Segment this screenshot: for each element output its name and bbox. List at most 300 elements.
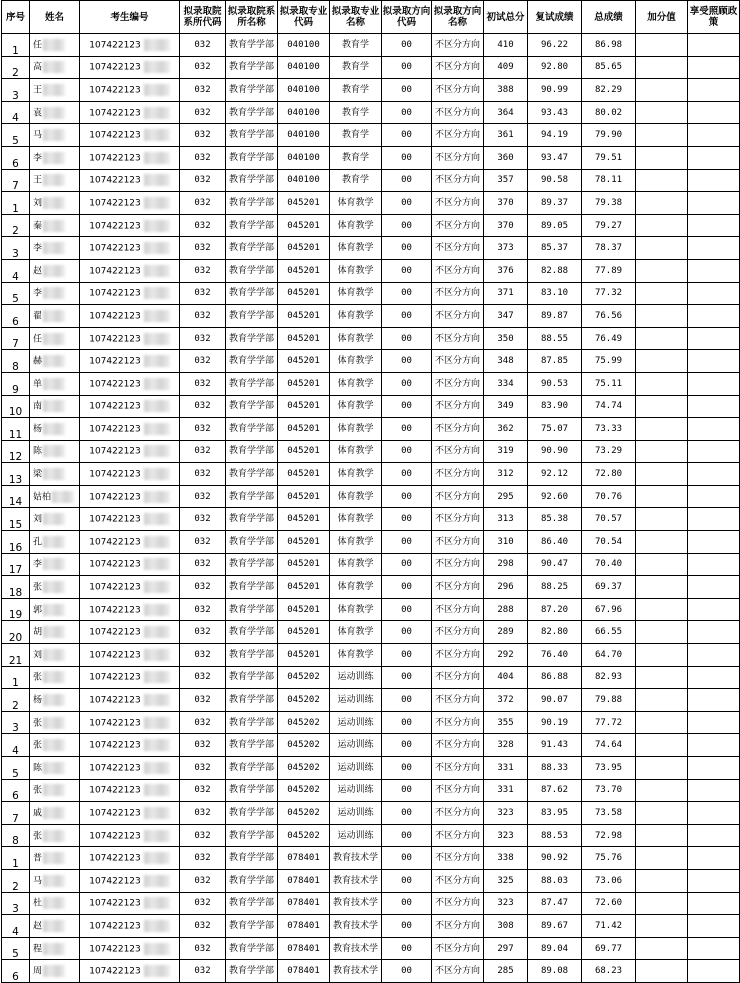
- seq-cell-text: 1: [12, 677, 19, 690]
- table-row: [2, 689, 740, 712]
- seq-cell: [2, 56, 30, 79]
- major-name-cell: [330, 757, 382, 780]
- table-row: [2, 802, 740, 825]
- seq-cell-text: 3: [12, 89, 19, 102]
- table-row: [2, 757, 740, 780]
- direction-code-cell: [382, 598, 432, 621]
- table-row: [2, 824, 740, 847]
- retest-score-cell: [528, 757, 582, 780]
- dept-code-cell: [180, 395, 226, 418]
- dept-code-cell: [180, 598, 226, 621]
- direction-code-cell: [382, 395, 432, 418]
- dept-name-cell-text: 教育学学部: [228, 649, 274, 660]
- retest-score-cell-text: 94.19: [540, 130, 569, 141]
- name-cell-text: 高: [33, 62, 43, 73]
- direction-name-cell-text: 不区分方向: [434, 695, 480, 706]
- redaction-mosaic: [144, 445, 170, 457]
- prelim-score-cell-text: 349: [497, 401, 514, 412]
- exam-id-cell-text: 107422123: [89, 40, 141, 51]
- dept-code-cell-text: 032: [194, 423, 211, 434]
- retest-score-cell: [528, 508, 582, 531]
- name-cell: [30, 79, 80, 102]
- prelim-score-cell-text: 409: [497, 62, 514, 73]
- exam-id-cell: [80, 734, 180, 757]
- seq-cell-text: 13: [8, 473, 23, 486]
- direction-name-cell: [432, 34, 484, 57]
- dept-name-cell: [226, 644, 278, 667]
- direction-code-cell: [382, 305, 432, 328]
- major-code-cell-text: 045201: [287, 220, 320, 231]
- exam-id-cell-text: 107422123: [89, 808, 141, 819]
- retest-score-cell: [528, 214, 582, 237]
- major-name-cell: [330, 531, 382, 554]
- direction-code-cell: [382, 553, 432, 576]
- dept-name-cell: [226, 892, 278, 915]
- prelim-score-cell: [484, 56, 528, 79]
- bonus-cell: [636, 711, 688, 734]
- direction-code-cell-text: 00: [401, 559, 412, 570]
- dept-name-cell-text: 教育学学部: [228, 333, 274, 344]
- prelim-score-cell-text: 323: [497, 830, 514, 841]
- seq-cell-text: 8: [12, 360, 19, 373]
- total-score-cell: [582, 327, 636, 350]
- redaction-mosaic: [43, 920, 65, 932]
- retest-score-cell-text: 92.12: [540, 469, 569, 480]
- prelim-score-cell-text: 370: [497, 220, 514, 231]
- redaction-mosaic: [144, 649, 170, 661]
- direction-name-cell: [432, 214, 484, 237]
- bonus-cell: [636, 847, 688, 870]
- exam-id-cell-text: 107422123: [89, 559, 141, 570]
- prelim-score-cell: [484, 553, 528, 576]
- name-cell: [30, 214, 80, 237]
- total-score-cell: [582, 757, 636, 780]
- bonus-cell: [636, 214, 688, 237]
- name-cell-text: 翟: [33, 311, 43, 322]
- major-code-cell-text: 045201: [287, 310, 320, 321]
- redaction-mosaic: [144, 897, 170, 909]
- redaction-mosaic: [43, 875, 65, 887]
- major-code-cell: [278, 892, 330, 915]
- dept-name-cell-text: 教育学学部: [228, 672, 274, 683]
- direction-name-cell: [432, 847, 484, 870]
- direction-code-cell-text: 00: [401, 220, 412, 231]
- direction-name-cell: [432, 621, 484, 644]
- direction-code-cell-text: 00: [401, 920, 412, 931]
- major-code-cell: [278, 711, 330, 734]
- major-name-cell-text: 体育教学: [337, 423, 374, 434]
- name-cell-text: 陈: [33, 763, 43, 774]
- dept-code-cell-text: 032: [194, 943, 211, 954]
- direction-name-cell: [432, 802, 484, 825]
- prelim-score-cell: [484, 440, 528, 463]
- major-name-cell: [330, 146, 382, 169]
- exam-id-cell: [80, 576, 180, 599]
- major-name-cell: [330, 305, 382, 328]
- policy-cell: [688, 779, 740, 802]
- prelim-score-cell-text: 355: [497, 717, 514, 728]
- retest-score-cell-text: 83.10: [540, 288, 569, 299]
- total-score-cell-text: 77.72: [594, 717, 623, 728]
- prelim-score-cell-text: 404: [497, 672, 514, 683]
- redaction-mosaic: [144, 784, 170, 796]
- dept-code-cell-text: 032: [194, 130, 211, 141]
- name-cell: [30, 734, 80, 757]
- major-code-cell: [278, 689, 330, 712]
- prelim-score-cell-text: 323: [497, 898, 514, 909]
- dept-code-cell: [180, 56, 226, 79]
- policy-cell: [688, 169, 740, 192]
- direction-code-cell: [382, 915, 432, 938]
- name-cell: [30, 350, 80, 373]
- major-code-cell: [278, 34, 330, 57]
- bonus-cell: [636, 124, 688, 147]
- name-cell: [30, 847, 80, 870]
- major-code-cell-text: 045202: [287, 740, 320, 751]
- direction-code-cell: [382, 937, 432, 960]
- direction-name-cell-text: 不区分方向: [434, 875, 480, 886]
- major-name-cell-text: 教育学: [341, 152, 369, 163]
- name-cell-text: 张: [33, 740, 43, 751]
- name-cell: [30, 440, 80, 463]
- major-name-cell-text: 体育教学: [337, 446, 374, 457]
- name-cell: [30, 576, 80, 599]
- exam-id-cell-text: 107422123: [89, 831, 141, 842]
- major-code-cell-text: 045201: [287, 423, 320, 434]
- major-name-cell: [330, 463, 382, 486]
- seq-cell: [2, 305, 30, 328]
- exam-id-cell-text: 107422123: [89, 153, 141, 164]
- prelim-score-cell-text: 370: [497, 197, 514, 208]
- total-score-cell-text: 75.76: [594, 853, 623, 864]
- direction-name-cell-text: 不区分方向: [434, 943, 480, 954]
- direction-name-cell: [432, 757, 484, 780]
- prelim-score-cell: [484, 124, 528, 147]
- retest-score-cell: [528, 56, 582, 79]
- dept-code-cell: [180, 34, 226, 57]
- name-cell-text: 刘: [33, 198, 43, 209]
- name-cell: [30, 395, 80, 418]
- name-cell-text: 南: [33, 401, 43, 412]
- major-name-cell: [330, 124, 382, 147]
- total-score-cell: [582, 779, 636, 802]
- table-row: [2, 485, 740, 508]
- exam-id-cell-text: 107422123: [89, 379, 141, 390]
- total-score-cell: [582, 869, 636, 892]
- direction-code-cell: [382, 779, 432, 802]
- dept-name-cell-text: 教育学学部: [228, 62, 274, 73]
- major-code-cell-text: 045202: [287, 762, 320, 773]
- total-score-cell-text: 79.27: [594, 220, 623, 231]
- major-code-cell: [278, 553, 330, 576]
- exam-id-cell: [80, 350, 180, 373]
- major-code-cell: [278, 79, 330, 102]
- table-row: [2, 169, 740, 192]
- exam-id-cell-text: 107422123: [89, 85, 141, 96]
- direction-name-cell-text: 不区分方向: [434, 288, 480, 299]
- dept-name-cell: [226, 757, 278, 780]
- redaction-mosaic: [43, 852, 65, 864]
- exam-id-cell: [80, 892, 180, 915]
- dept-name-cell: [226, 621, 278, 644]
- exam-id-cell-text: 107422123: [89, 469, 141, 480]
- redaction-mosaic: [144, 581, 170, 593]
- dept-name-cell: [226, 79, 278, 102]
- table-row: [2, 282, 740, 305]
- major-name-cell: [330, 689, 382, 712]
- retest-score-cell: [528, 531, 582, 554]
- major-code-cell: [278, 259, 330, 282]
- major-code-cell-text: 045201: [287, 378, 320, 389]
- major-code-cell: [278, 734, 330, 757]
- major-name-cell: [330, 169, 382, 192]
- direction-code-cell-text: 00: [401, 898, 412, 909]
- direction-code-cell-text: 00: [401, 39, 412, 50]
- major-name-cell-text: 体育教学: [337, 288, 374, 299]
- direction-name-cell-text: 不区分方向: [434, 807, 480, 818]
- seq-cell-text: 7: [12, 338, 19, 351]
- major-code-cell: [278, 395, 330, 418]
- redaction-mosaic: [144, 558, 170, 570]
- name-cell: [30, 869, 80, 892]
- direction-code-cell-text: 00: [401, 423, 412, 434]
- name-cell: [30, 508, 80, 531]
- seq-cell: [2, 124, 30, 147]
- major-code-cell: [278, 124, 330, 147]
- prelim-score-cell-text: 319: [497, 446, 514, 457]
- prelim-score-cell: [484, 779, 528, 802]
- policy-cell: [688, 711, 740, 734]
- total-score-cell: [582, 553, 636, 576]
- redaction-mosaic: [144, 107, 170, 119]
- prelim-score-cell-text: 331: [497, 785, 514, 796]
- bonus-cell: [636, 960, 688, 983]
- direction-name-cell: [432, 576, 484, 599]
- dept-name-cell-text: 教育学学部: [228, 807, 274, 818]
- bonus-cell: [636, 101, 688, 124]
- table-row: [2, 214, 740, 237]
- direction-name-cell: [432, 666, 484, 689]
- retest-score-cell-text: 86.88: [540, 672, 569, 683]
- retest-score-cell-text: 96.22: [540, 39, 569, 50]
- dept-code-cell-text: 032: [194, 536, 211, 547]
- exam-id-cell-text: 107422123: [89, 62, 141, 73]
- seq-cell-text: 20: [8, 632, 23, 645]
- total-score-cell-text: 75.11: [594, 378, 623, 389]
- seq-cell-text: 7: [12, 180, 19, 193]
- major-name-cell: [330, 259, 382, 282]
- direction-name-cell: [432, 711, 484, 734]
- table-row: [2, 146, 740, 169]
- retest-score-cell: [528, 734, 582, 757]
- policy-cell: [688, 689, 740, 712]
- name-cell-text: 李: [33, 153, 43, 164]
- retest-score-cell: [528, 169, 582, 192]
- dept-name-cell-text: 教育学学部: [228, 356, 274, 367]
- bonus-cell: [636, 531, 688, 554]
- seq-cell: [2, 282, 30, 305]
- major-name-cell-text: 运动训练: [337, 672, 374, 683]
- seq-cell: [2, 418, 30, 441]
- dept-code-cell-text: 032: [194, 807, 211, 818]
- major-name-cell-text: 教育技术学: [332, 943, 378, 954]
- dept-name-cell-text: 教育学学部: [228, 604, 274, 615]
- seq-cell-text: 8: [12, 835, 19, 848]
- dept-code-cell: [180, 124, 226, 147]
- dept-name-cell-text: 教育学学部: [228, 265, 274, 276]
- exam-id-cell: [80, 508, 180, 531]
- name-cell: [30, 485, 80, 508]
- major-name-cell-text: 教育技术学: [332, 920, 378, 931]
- name-cell: [30, 372, 80, 395]
- direction-name-cell-text: 不区分方向: [434, 243, 480, 254]
- major-name-cell-text: 体育教学: [337, 333, 374, 344]
- major-code-cell-text: 045202: [287, 672, 320, 683]
- exam-id-cell-text: 107422123: [89, 853, 141, 864]
- direction-name-cell: [432, 531, 484, 554]
- dept-code-cell-text: 032: [194, 446, 211, 457]
- major-name-cell-text: 体育教学: [337, 582, 374, 593]
- direction-name-cell: [432, 824, 484, 847]
- dept-code-cell: [180, 937, 226, 960]
- major-name-cell: [330, 214, 382, 237]
- seq-cell: [2, 553, 30, 576]
- seq-cell-text: 15: [8, 519, 23, 532]
- prelim-score-cell: [484, 192, 528, 215]
- bonus-cell: [636, 418, 688, 441]
- redaction-mosaic: [43, 197, 65, 209]
- redaction-mosaic: [43, 242, 65, 254]
- header-cell: 拟录取专业代码: [278, 1, 330, 34]
- direction-name-cell: [432, 56, 484, 79]
- retest-score-cell: [528, 847, 582, 870]
- dept-code-cell: [180, 463, 226, 486]
- name-cell: [30, 531, 80, 554]
- seq-cell-text: 1: [12, 202, 19, 215]
- table-row: [2, 531, 740, 554]
- policy-cell: [688, 531, 740, 554]
- major-code-cell-text: 045201: [287, 333, 320, 344]
- total-score-cell: [582, 576, 636, 599]
- direction-code-cell: [382, 802, 432, 825]
- seq-cell: [2, 757, 30, 780]
- dept-name-cell: [226, 869, 278, 892]
- total-score-cell: [582, 237, 636, 260]
- seq-cell-text: 3: [12, 903, 19, 916]
- major-code-cell-text: 040100: [287, 130, 320, 141]
- retest-score-cell: [528, 915, 582, 938]
- prelim-score-cell-text: 331: [497, 762, 514, 773]
- major-name-cell: [330, 847, 382, 870]
- major-code-cell-text: 045202: [287, 717, 320, 728]
- dept-code-cell: [180, 440, 226, 463]
- major-code-cell: [278, 802, 330, 825]
- policy-cell: [688, 824, 740, 847]
- dept-code-cell-text: 032: [194, 288, 211, 299]
- direction-code-cell: [382, 869, 432, 892]
- direction-code-cell-text: 00: [401, 356, 412, 367]
- exam-id-cell-text: 107422123: [89, 921, 141, 932]
- exam-id-cell-text: 107422123: [89, 582, 141, 593]
- dept-code-cell: [180, 779, 226, 802]
- dept-name-cell: [226, 711, 278, 734]
- direction-code-cell: [382, 282, 432, 305]
- dept-code-cell: [180, 869, 226, 892]
- header-cell: 初试总分: [484, 1, 528, 34]
- seq-cell-text: 4: [12, 745, 19, 757]
- header-cell: 拟录取专业名称: [330, 1, 382, 34]
- major-code-cell: [278, 440, 330, 463]
- seq-cell-text: 6: [12, 157, 19, 170]
- total-score-cell: [582, 463, 636, 486]
- direction-name-cell: [432, 644, 484, 667]
- policy-cell: [688, 372, 740, 395]
- redaction-mosaic: [43, 400, 65, 412]
- dept-name-cell: [226, 553, 278, 576]
- dept-code-cell-text: 032: [194, 740, 211, 751]
- direction-name-cell: [432, 327, 484, 350]
- dept-code-cell: [180, 824, 226, 847]
- exam-id-cell-text: 107422123: [89, 198, 141, 209]
- dept-name-cell-text: 教育学学部: [228, 84, 274, 95]
- prelim-score-cell-text: 312: [497, 469, 514, 480]
- dept-code-cell-text: 032: [194, 785, 211, 796]
- bonus-cell: [636, 372, 688, 395]
- major-code-cell-text: 040100: [287, 39, 320, 50]
- name-cell: [30, 124, 80, 147]
- direction-code-cell-text: 00: [401, 243, 412, 254]
- prelim-score-cell: [484, 327, 528, 350]
- retest-score-cell-text: 85.38: [540, 514, 569, 525]
- direction-code-cell-text: 00: [401, 62, 412, 73]
- table-row: [2, 79, 740, 102]
- name-cell: [30, 418, 80, 441]
- dept-name-cell: [226, 847, 278, 870]
- retest-score-cell: [528, 259, 582, 282]
- bonus-cell: [636, 915, 688, 938]
- table-row: [2, 734, 740, 757]
- major-name-cell: [330, 192, 382, 215]
- dept-code-cell: [180, 960, 226, 983]
- retest-score-cell-text: 89.05: [540, 220, 569, 231]
- dept-name-cell-text: 教育学学部: [228, 152, 274, 163]
- seq-cell: [2, 531, 30, 554]
- direction-code-cell-text: 00: [401, 604, 412, 615]
- table-row: [2, 711, 740, 734]
- redaction-mosaic: [52, 491, 74, 503]
- table-row: [2, 101, 740, 124]
- name-cell: [30, 192, 80, 215]
- dept-name-cell-text: 教育学学部: [228, 740, 274, 751]
- direction-name-cell-text: 不区分方向: [434, 175, 480, 186]
- retest-score-cell: [528, 802, 582, 825]
- prelim-score-cell: [484, 531, 528, 554]
- exam-id-cell-text: 107422123: [89, 288, 141, 299]
- policy-cell: [688, 305, 740, 328]
- prelim-score-cell-text: 289: [497, 627, 514, 638]
- bonus-cell: [636, 169, 688, 192]
- dept-code-cell: [180, 350, 226, 373]
- total-score-cell: [582, 395, 636, 418]
- dept-code-cell: [180, 485, 226, 508]
- prelim-score-cell-text: 348: [497, 356, 514, 367]
- redaction-mosaic: [144, 378, 170, 390]
- seq-cell-text: 9: [12, 383, 19, 396]
- major-code-cell-text: 045202: [287, 695, 320, 706]
- dept-code-cell-text: 032: [194, 265, 211, 276]
- redaction-mosaic: [144, 355, 170, 367]
- direction-name-cell-text: 不区分方向: [434, 152, 480, 163]
